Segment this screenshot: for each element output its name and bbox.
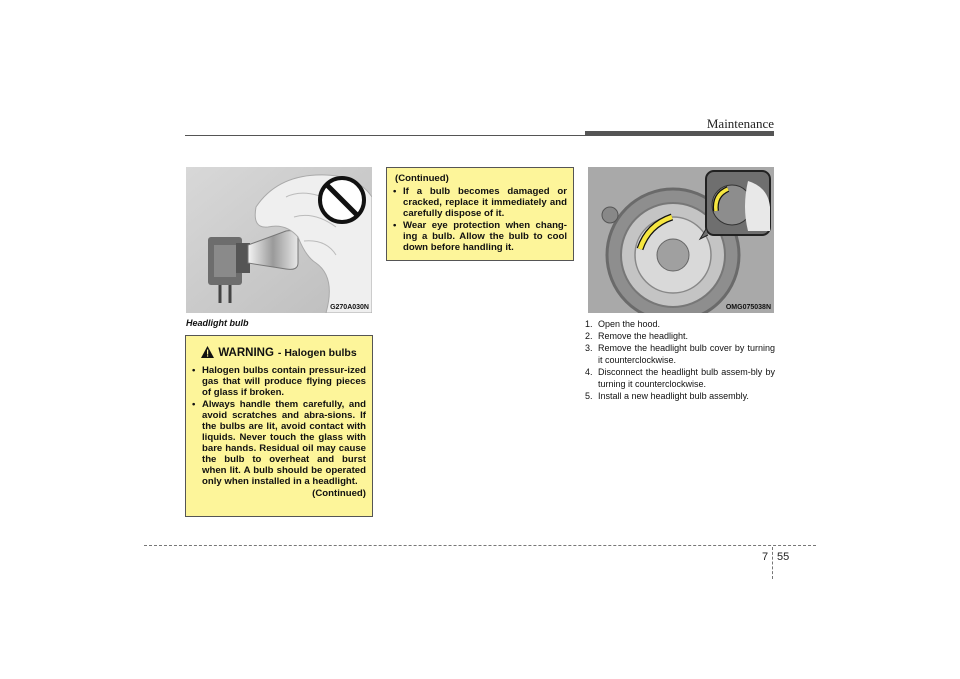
list-item: 1. Open the hood. xyxy=(585,319,661,329)
header-rule-accent xyxy=(585,131,774,136)
page-header-title: Maintenance xyxy=(706,116,774,131)
warning-subtitle: - Halogen bulbs xyxy=(277,347,357,359)
page-number-divider xyxy=(772,547,773,579)
continued-bullets xyxy=(387,186,573,253)
headlight-bulb-photo xyxy=(186,167,372,313)
list-item: • Wear eye protection when chang-ing a bulb. Allow the bulb to cool down before handling it. xyxy=(393,220,567,253)
continued-warning-box xyxy=(386,167,574,261)
page-number: 55 xyxy=(777,551,790,563)
footer-rule xyxy=(144,545,816,546)
chapter-number: 7 xyxy=(762,551,769,563)
list-item: • If a bulb becomes damaged or cracked, replace it immediately and carefully dispose of it. xyxy=(393,186,567,219)
list-item: 2. Remove the headlight. xyxy=(585,331,689,341)
warning-triangle-icon xyxy=(201,346,214,361)
list-item: 5. Install a new headlight bulb assembly. xyxy=(585,391,749,401)
prohibited-sign-icon xyxy=(320,178,364,222)
headlight-assembly-photo xyxy=(588,167,774,313)
list-item: 4. Disconnect the headlight bulb assem-bly by turning it counterclockwise. xyxy=(585,367,775,389)
warning-title: WARNING xyxy=(218,347,274,359)
continued-note: (Continued) xyxy=(312,488,366,499)
list-item: • Halogen bulbs contain pressur-ized gas that will produce flying pieces of glass if broken. xyxy=(192,365,366,398)
photo-code: OMG075038N xyxy=(725,304,771,311)
warning-heading xyxy=(186,346,372,361)
warning-bullets xyxy=(186,365,372,487)
procedure-steps xyxy=(585,318,775,402)
continued-heading: (Continued) xyxy=(395,173,449,184)
list-item: • Always handle them carefully, and avoid scratches and abra-sions. If the bulbs are lit, avoid contact with liquids. Never touch the glass with bare hands. Residual oil may cause the bulb to overheat and burst when lit. A bulb should be operated only when installed in a headlight. xyxy=(192,399,366,487)
photo-code: G270A030N xyxy=(330,304,369,311)
list-item: 3. Remove the headlight bulb cover by turning it counterclockwise. xyxy=(585,343,775,365)
figure-caption: Headlight bulb xyxy=(186,318,249,328)
warning-box xyxy=(185,335,373,517)
